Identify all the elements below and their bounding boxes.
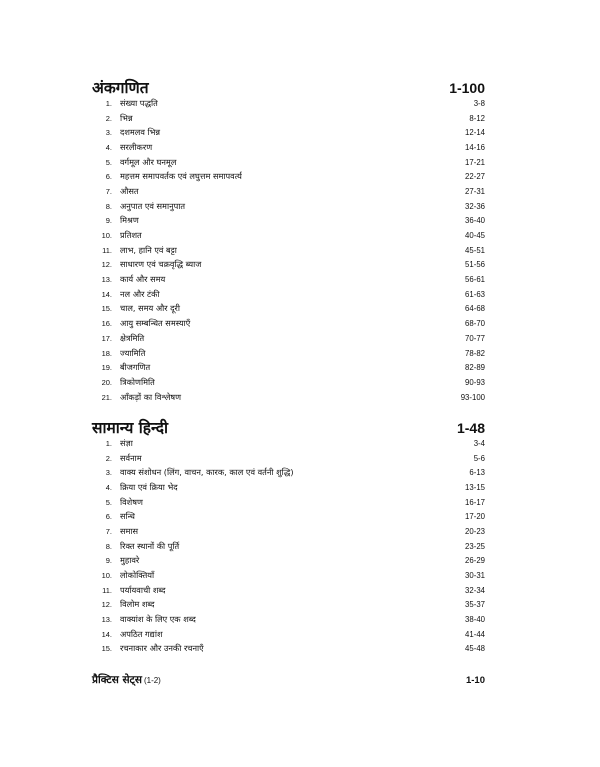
chapter-title: औसत	[120, 185, 139, 196]
chapter-page-range: 27-31	[465, 186, 485, 196]
chapter-page-range: 38-40	[465, 615, 485, 625]
chapter-row	[92, 346, 485, 361]
chapter-number: 4.	[105, 142, 112, 152]
chapter-title: आयु सम्बन्धित समस्याएँ	[120, 318, 191, 329]
chapter-page-range: 22-27	[465, 172, 485, 182]
chapter-title: महत्तम समापवर्तक एवं लघुत्तम समापवर्त्य	[120, 171, 242, 182]
chapter-page-range: 12-14	[465, 128, 485, 138]
chapter-page-range: 17-20	[465, 512, 485, 522]
chapter-title: त्रिकोणमिति	[120, 376, 155, 387]
chapter-number: 1.	[105, 98, 112, 108]
chapter-title: विशेषण	[120, 496, 143, 507]
chapter-row	[92, 451, 485, 466]
chapter-number: 10.	[101, 231, 112, 241]
practice-title-text: प्रैक्टिस सेट्स	[92, 674, 142, 686]
chapter-title: दशमलव भिन्न	[120, 127, 161, 138]
chapter-number: 6.	[105, 172, 112, 182]
section-arithmetic	[92, 76, 485, 404]
chapter-page-range: 41-44	[465, 629, 485, 639]
chapter-title: बीजगणित	[120, 362, 151, 373]
chapter-page-range: 82-89	[465, 363, 485, 373]
chapter-number: 3.	[105, 128, 112, 138]
chapter-row	[92, 539, 485, 554]
chapter-title: प्रतिशत	[120, 230, 142, 241]
chapter-row	[92, 140, 485, 155]
chapter-page-range: 78-82	[465, 348, 485, 358]
chapter-page-range: 56-61	[465, 275, 485, 285]
chapter-row	[92, 155, 485, 170]
chapter-number: 5.	[105, 157, 112, 167]
chapter-row	[92, 169, 485, 184]
chapter-number: 13.	[101, 275, 112, 285]
chapter-number: 6.	[105, 512, 112, 522]
section-title	[92, 673, 161, 687]
chapter-title: लाभ, हानि एवं बट्टा	[120, 244, 177, 255]
chapter-page-range: 3-8	[473, 98, 485, 108]
practice-subtitle: (1-2)	[143, 676, 161, 685]
chapter-title: रचनाकार और उनकी रचनाएँ	[120, 643, 204, 654]
chapter-number: 14.	[101, 289, 112, 299]
chapter-row	[92, 214, 485, 229]
chapter-row	[92, 184, 485, 199]
chapter-row	[92, 465, 485, 480]
chapter-page-range: 5-6	[473, 453, 485, 463]
chapter-row	[92, 302, 485, 317]
section-page-range: 1-100	[449, 80, 485, 96]
chapter-page-range: 61-63	[465, 289, 485, 299]
chapter-page-range: 70-77	[465, 333, 485, 343]
chapter-page-range: 26-29	[465, 556, 485, 566]
chapter-row	[92, 199, 485, 214]
chapter-title: ज्यामिति	[120, 347, 146, 358]
chapter-page-range: 40-45	[465, 231, 485, 241]
chapter-row	[92, 96, 485, 111]
chapter-number: 14.	[101, 629, 112, 639]
chapter-title: अपठित गद्यांश	[120, 628, 163, 639]
chapter-page-range: 45-48	[465, 644, 485, 654]
chapter-page-range: 16-17	[465, 497, 485, 507]
chapter-title: वर्गमूल और घनमूल	[120, 156, 177, 167]
chapter-row	[92, 642, 485, 657]
chapter-title: सर्वनाम	[120, 452, 142, 463]
chapter-page-range: 36-40	[465, 216, 485, 226]
chapter-title: पर्यायवाची शब्द	[120, 584, 166, 595]
chapter-row	[92, 480, 485, 495]
chapter-row	[92, 436, 485, 451]
section-title: सामान्य हिन्दी	[92, 419, 169, 437]
chapter-title: अनुपात एवं समानुपात	[120, 200, 186, 211]
chapter-row	[92, 243, 485, 258]
chapter-page-range: 6-13	[469, 468, 485, 478]
chapter-row	[92, 331, 485, 346]
chapter-title: वाक्यांश के लिए एक शब्द	[120, 614, 196, 625]
chapter-page-range: 32-36	[465, 201, 485, 211]
chapter-row	[92, 111, 485, 126]
chapter-title: साधारण एवं चक्रवृद्धि ब्याज	[120, 259, 202, 270]
chapter-page-range: 23-25	[465, 541, 485, 551]
chapter-row	[92, 316, 485, 331]
chapter-page-range: 93-100	[460, 392, 485, 402]
chapter-title: लोकोक्तियाँ	[120, 570, 155, 581]
chapter-number: 15.	[101, 644, 112, 654]
chapter-page-range: 8-12	[469, 113, 485, 123]
chapter-title: रिक्त स्थानों की पूर्ति	[120, 540, 180, 551]
chapter-row	[92, 125, 485, 140]
chapter-title: वाक्य संशोधन (लिंग, वाचन, कारक, काल एवं वर्तनी शुद्धि)	[120, 467, 294, 478]
chapter-row	[92, 360, 485, 375]
chapter-title: आँकड़ों का विश्लेषण	[120, 391, 182, 402]
chapter-number: 3.	[105, 468, 112, 478]
chapter-title: चाल, समय और दूरी	[120, 303, 181, 314]
chapter-title: सन्धि	[120, 511, 135, 522]
chapter-title: भिन्न	[120, 112, 133, 123]
chapter-number: 8.	[105, 201, 112, 211]
section-page-range: 1-48	[456, 420, 485, 436]
chapter-page-range: 90-93	[465, 377, 485, 387]
chapter-list	[92, 436, 485, 656]
chapter-page-range: 17-21	[465, 157, 485, 167]
chapter-title: कार्य और समय	[120, 274, 166, 285]
chapter-row	[92, 287, 485, 302]
section-header	[92, 673, 485, 693]
chapter-title: मुहावरे	[120, 555, 140, 566]
section-header	[92, 76, 485, 96]
chapter-page-range: 64-68	[465, 304, 485, 314]
chapter-number: 19.	[101, 363, 112, 373]
chapter-title: मिश्रण	[120, 215, 139, 226]
chapter-title: क्षेत्रमिति	[120, 332, 145, 343]
section-practice-sets	[92, 673, 485, 693]
chapter-number: 2.	[105, 113, 112, 123]
chapter-row	[92, 390, 485, 405]
chapter-row	[92, 627, 485, 642]
chapter-title: क्रिया एवं क्रिया भेद	[120, 481, 178, 492]
chapter-number: 10.	[101, 571, 112, 581]
chapter-number: 7.	[105, 186, 112, 196]
chapter-number: 7.	[105, 526, 112, 536]
section-title: अंकगणित	[92, 79, 149, 97]
chapter-number: 21.	[101, 392, 112, 402]
chapter-number: 8.	[105, 541, 112, 551]
chapter-number: 2.	[105, 453, 112, 463]
chapter-number: 18.	[101, 348, 112, 358]
chapter-number: 16.	[101, 319, 112, 329]
chapter-number: 11.	[102, 245, 112, 255]
chapter-row	[92, 612, 485, 627]
chapter-number: 15.	[101, 304, 112, 314]
chapter-title: नल और टंकी	[120, 288, 160, 299]
chapter-number: 17.	[101, 333, 112, 343]
chapter-row	[92, 509, 485, 524]
chapter-row	[92, 583, 485, 598]
chapter-row	[92, 554, 485, 569]
chapter-list	[92, 96, 485, 404]
chapter-number: 1.	[105, 438, 112, 448]
chapter-number: 9.	[105, 556, 112, 566]
section-general-hindi	[92, 416, 485, 656]
chapter-row	[92, 524, 485, 539]
chapter-page-range: 30-31	[465, 571, 485, 581]
chapter-title: समास	[120, 525, 139, 536]
chapter-title: संख्या पद्धति	[120, 97, 158, 108]
chapter-page-range: 3-4	[473, 438, 485, 448]
chapter-number: 9.	[105, 216, 112, 226]
chapter-number: 11.	[102, 585, 112, 595]
section-header	[92, 416, 485, 436]
chapter-page-range: 20-23	[465, 526, 485, 536]
chapter-row	[92, 375, 485, 390]
chapter-title: विलोम शब्द	[120, 599, 155, 610]
chapter-row	[92, 495, 485, 510]
chapter-number: 20.	[101, 377, 112, 387]
chapter-page-range: 14-16	[465, 142, 485, 152]
chapter-title: सरलीकरण	[120, 141, 153, 152]
chapter-row	[92, 272, 485, 287]
chapter-page-range: 32-34	[465, 585, 485, 595]
chapter-page-range: 13-15	[465, 482, 485, 492]
chapter-page-range: 51-56	[465, 260, 485, 270]
chapter-page-range: 35-37	[465, 600, 485, 610]
chapter-title: संज्ञा	[120, 437, 133, 448]
chapter-number: 4.	[105, 482, 112, 492]
chapter-page-range: 45-51	[465, 245, 485, 255]
chapter-row	[92, 568, 485, 583]
chapter-number: 12.	[101, 600, 112, 610]
chapter-row	[92, 598, 485, 613]
chapter-number: 5.	[105, 497, 112, 507]
chapter-row	[92, 258, 485, 273]
chapter-row	[92, 228, 485, 243]
chapter-page-range: 68-70	[465, 319, 485, 329]
chapter-number: 12.	[101, 260, 112, 270]
section-page-range: 1-10	[465, 675, 485, 686]
chapter-number: 13.	[101, 615, 112, 625]
